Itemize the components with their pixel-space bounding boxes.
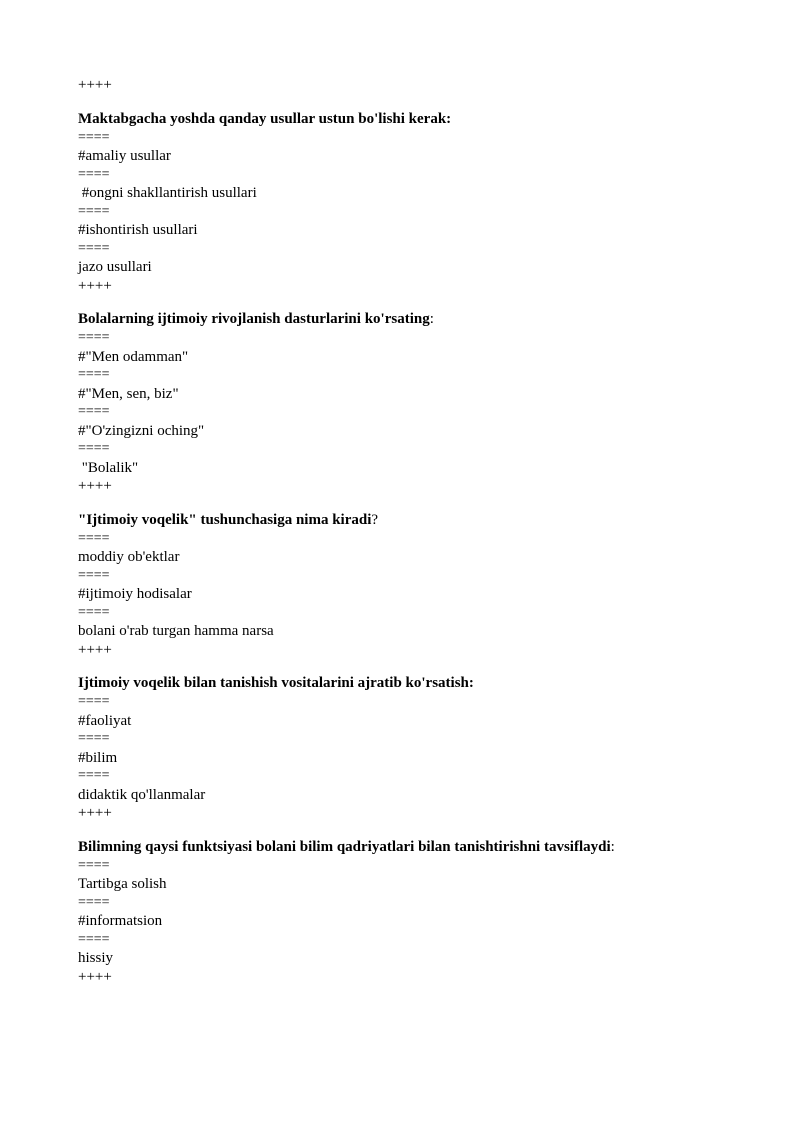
start-marker: ++++ [78, 77, 112, 93]
end-marker: ++++ [78, 641, 112, 658]
answer-option: #bilim [78, 749, 118, 766]
option-separator: ==== [78, 441, 110, 456]
answer-option: #faoliyat [78, 712, 132, 729]
answer-option: bolani o'rab turgan hamma narsa [78, 623, 274, 639]
question-block [78, 674, 778, 823]
answer-option: #amaliy usullar [78, 148, 171, 164]
option-separator: ==== [78, 367, 110, 382]
option-separator: ==== [78, 404, 110, 419]
answer-option: #ijtimoiy hodisalar [78, 586, 192, 602]
question-text: Bolalarning ijtimoiy rivojlanish dasturlarini ko'rsating: [78, 311, 434, 327]
option-separator: ==== [78, 731, 110, 746]
option-separator: ==== [78, 931, 110, 947]
question-block [78, 310, 778, 496]
question-block [78, 838, 778, 987]
answer-option: #"Men, sen, biz" [78, 385, 179, 402]
document-page [78, 76, 778, 986]
answer-option: #informatsion [78, 913, 163, 929]
end-marker: ++++ [78, 968, 112, 985]
option-separator: ==== [78, 240, 110, 256]
answer-option: moddiy ob'ektlar [78, 549, 180, 565]
question-text: Ijtimoiy voqelik bilan tanishish vositalarini ajratib ko'rsatish: [78, 675, 474, 691]
answer-option: #ongni shakllantirish usullari [78, 185, 257, 201]
answer-option: jazo usullari [78, 259, 152, 275]
end-marker: ++++ [78, 805, 112, 821]
option-separator: ==== [78, 857, 110, 873]
end-marker: ++++ [78, 478, 112, 494]
option-separator: ==== [78, 166, 110, 182]
question-text: Maktabgacha yoshda qanday usullar ustun bo'lishi kerak: [78, 110, 452, 127]
answer-option: Tartibga solish [78, 876, 167, 892]
option-separator: ==== [78, 768, 110, 783]
answer-option: #ishontirish usullari [78, 222, 198, 238]
option-separator: ==== [78, 694, 110, 709]
answer-option: didaktik qo'llanmalar [78, 786, 206, 803]
question-text: "Ijtimoiy voqelik" tushunchasiga nima kiradi? [78, 511, 379, 528]
answer-option: #"O'zingizni oching" [78, 422, 205, 439]
option-separator: ==== [78, 894, 110, 910]
answer-option: hissiy [78, 950, 114, 966]
end-marker: ++++ [78, 277, 112, 294]
option-separator: ==== [78, 604, 110, 620]
option-separator: ==== [78, 530, 110, 546]
question-block [78, 110, 778, 296]
question-text: Bilimning qaysi funktsiyasi bolani bilim qadriyatlari bilan tanishtirishni tavsiflaydi: [78, 838, 615, 855]
answer-option: "Bolalik" [78, 459, 139, 476]
answer-option: #"Men odamman" [78, 348, 189, 365]
question-block [78, 511, 778, 660]
option-separator: ==== [78, 129, 110, 145]
option-separator: ==== [78, 330, 110, 345]
option-separator: ==== [78, 567, 110, 583]
option-separator: ==== [78, 203, 110, 219]
